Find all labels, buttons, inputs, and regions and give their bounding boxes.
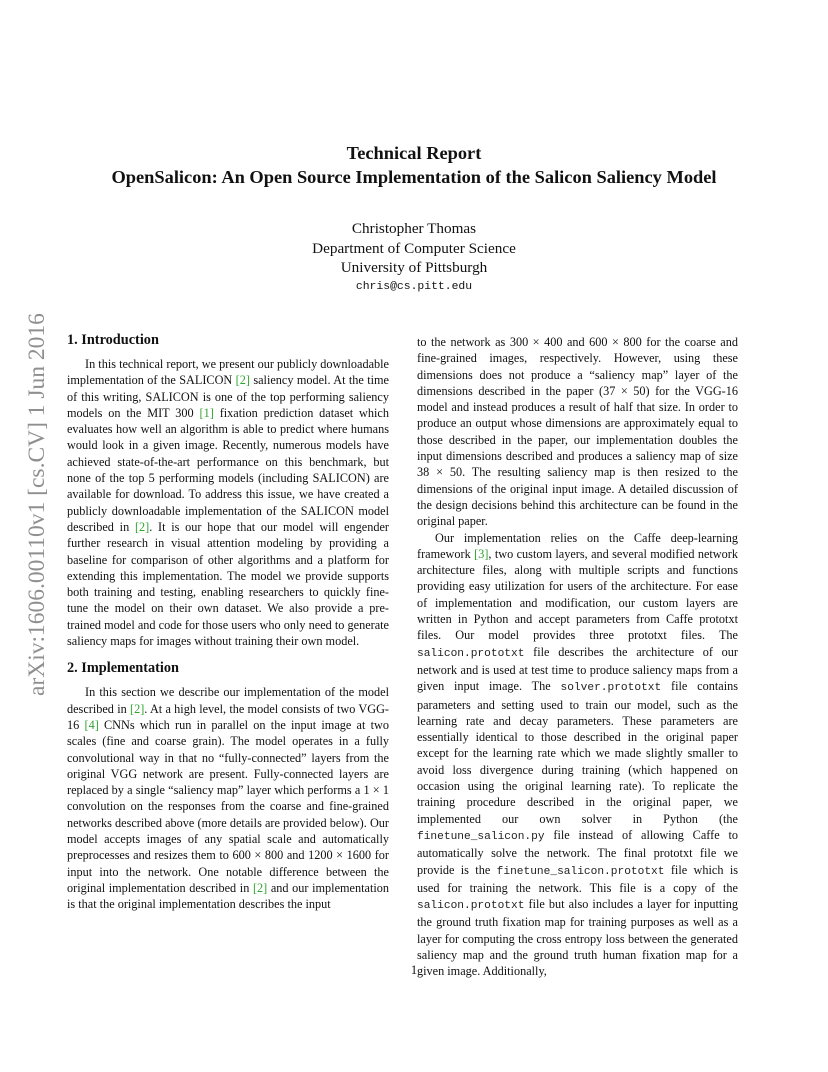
text-run: file contains parameters and setting used to train our model, such as the learning rate and decay parameters. These parameters are essentially identical to those described in the original paper except for the learning rate which we made slightly smaller to avoid loss divergence during training (which happened on occasion using the original learning rate). To replicate the training procedure described in the original paper, we implemented our own solver in Python (the — [417, 679, 739, 826]
citation-link[interactable]: [1] — [199, 405, 214, 420]
author-department: Department of Computer Science — [312, 240, 516, 257]
author-name: Christopher Thomas — [351, 220, 477, 237]
text-run: file but also includes a layer for inputting the ground truth fixation map for training purposes as well as a layer for computing the cross entropy loss between the generated saliency map and the ground truth human fixation map for a given image. Additionally, — [417, 897, 738, 979]
author-university: University of Pittsburgh — [340, 259, 488, 276]
arxiv-identifier-stamp — [22, 296, 52, 696]
text-run: fixation prediction dataset which evaluates how well an algorithm is able to predict where humans would look in a given image. Recently, numerous models have achieved state-of-the-art performance on this benchmark, but none of the top 5 performing models (including SALICON) are available for download. To address this issue, we have created a publicly downloadable implementation of the SALICON model described in — [67, 405, 389, 534]
text-run: In this section we describe our implementation of the model described in — [67, 685, 389, 716]
text-run: file instead of allowing Caffe to automatically solve the network. The final prototxt file we provide is the — [417, 827, 738, 877]
implementation-paragraph — [67, 684, 389, 912]
introduction-paragraph — [67, 356, 389, 649]
citation-link[interactable]: [4] — [84, 717, 99, 732]
text-run: . It is our hope that our model will engender further research in visual attention modeling by providing a baseline for comparison of other algorithms and a platform for extending this implementation. The model we provide supports both training and testing, enabling researchers to quickly fine-tune the model on their own dataset. We also provide a pre-trained model and code for those users who only need to generate saliency maps for images without training their own model. — [67, 519, 390, 649]
text-run: CNNs which run in parallel on the input image at two scales (fine and coarse grain). The model operates in a fully convolutional way in that no “fully-connected” layers from the original VGG network are present. Fully-connected layers are replaced by a single “saliency map” layer which performs a 1 × 1 convolution on the responses from the coarse and fine-grained networks described above (more details are provided below). Our model accepts images of any spatial scale and automatically preprocesses and resizes them to 600 × 800 and 1200 × 1600 for input into the network. One notable difference between the original implementation described in — [67, 717, 389, 895]
code-filename: salicon.prototxt — [417, 900, 525, 913]
code-filename: salicon.prototxt — [417, 647, 525, 660]
paper-title: OpenSalicon: An Open Source Implementation of the Salicon Saliency Model — [111, 167, 717, 187]
section-heading-introduction: 1. Introduction — [67, 332, 159, 348]
section-heading-implementation: 2. Implementation — [67, 660, 179, 677]
text-run: Our implementation relies on the Caffe deep-learning framework — [417, 530, 738, 561]
citation-link[interactable]: [2] — [130, 701, 145, 716]
implementation-paragraph-2 — [417, 530, 738, 980]
citation-link[interactable]: [3] — [474, 546, 489, 561]
text-run: , two custom layers, and several modified network architecture files, along with multiple scripts and functions providing easy utilization for users of the architecture. For ease of implementation and modification, our custom layers are written in Python and accept parameters from Caffe prototxt files. Our model provides three prototxt files. The — [417, 546, 738, 643]
citation-link[interactable]: [2] — [252, 880, 268, 895]
code-filename: finetune_salicon.prototxt — [496, 865, 665, 878]
citation-link[interactable]: [2] — [134, 519, 150, 534]
implementation-paragraph-continued: to the network as 300 × 400 and 600 × 800 for the coarse and fine-grained images, respectively. However, using these dimensions does not produce a “saliency map” layer of the dimensions described in the paper (37 × 50) for the VGG-16 model and instead produces a result of half that size. In order to produce an output whose dimensions are approximately equal to those described in the paper, our implementation doubles the input dimensions described and produces a saliency map of size 38 × 50. The resulting saliency map is then resized to the dimensions of the original input image. A detailed discussion of the design decisions behind this architecture can be found in the original paper. — [417, 335, 738, 529]
text-run: file which is used for training the network. This file is a copy of the — [417, 862, 738, 895]
arxiv-identifier-text: arXiv:1606.00110v1 [cs.CV] 1 Jun 2016 — [24, 313, 50, 696]
text-run: and our implementation is that the original implementation describes the input — [67, 880, 389, 912]
report-type-title: Technical Report — [346, 143, 482, 163]
text-run: file describes the architecture of our network and is used at test time to produce saliency maps from a given input image. The — [417, 644, 738, 694]
text-run: In this technical report, we present our publicly downloadable implementation of the SALICON — [67, 357, 389, 388]
text-run: . At a high level, the model consists of two VGG-16 — [67, 701, 390, 732]
right-column — [417, 334, 738, 980]
author-email: chris@cs.pitt.edu — [355, 281, 473, 293]
code-filename: solver.prototxt — [560, 682, 662, 695]
left-column — [67, 331, 389, 913]
code-filename: finetune_salicon.py — [417, 830, 545, 843]
text-run: saliency model. At the time of this writing, SALICON is one of the top performing saliency models on the MIT 300 — [67, 373, 389, 420]
citation-link[interactable]: [2] — [235, 373, 250, 388]
page-number: 1 — [410, 963, 418, 977]
